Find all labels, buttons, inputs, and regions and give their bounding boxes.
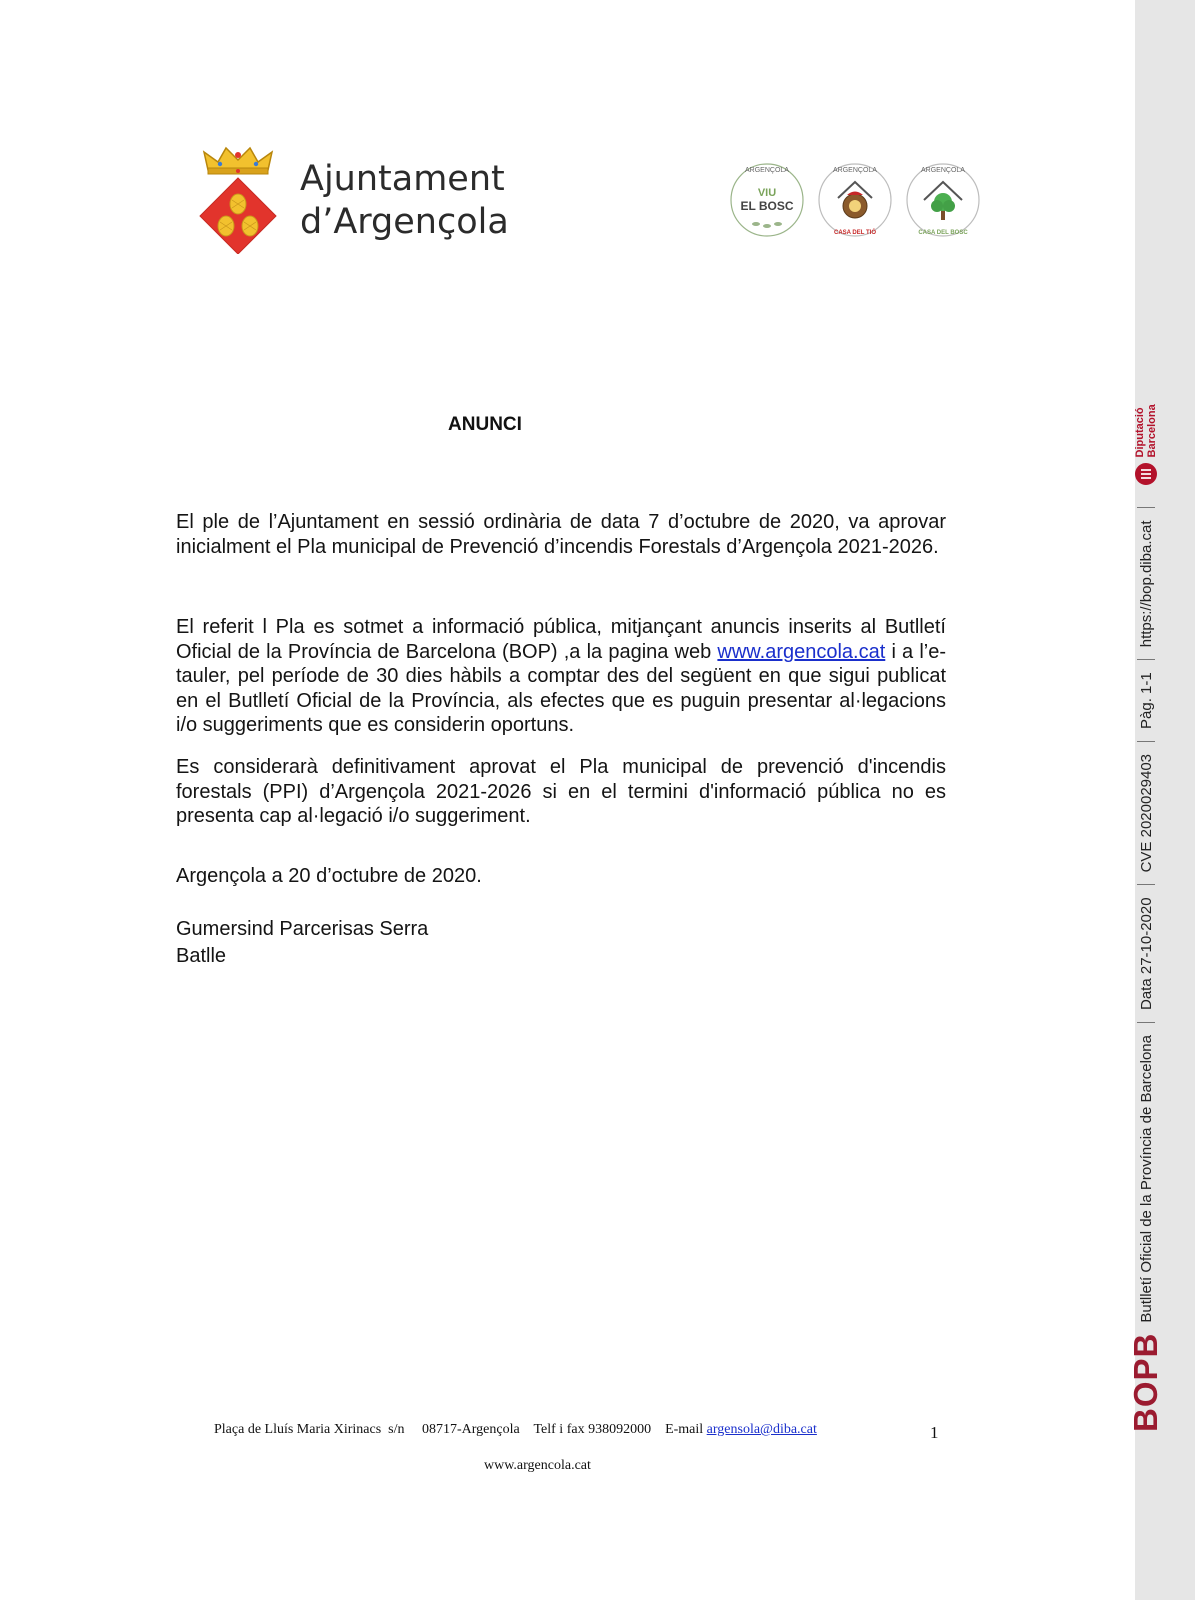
tree-house-icon [924,182,962,220]
municipal-crest-logo [196,142,280,254]
leaves-icon [752,222,782,228]
badge-main-line1: VIU [757,187,777,199]
badge-bottom-text: CASA DEL TIÓ [833,230,877,236]
signer-name: Gumersind Parcerisas Serra [176,918,429,940]
separator [1137,884,1155,885]
separator [1137,1022,1155,1023]
separator [1137,741,1155,742]
document-title: ANUNCI [448,414,522,435]
separator [1137,659,1155,660]
signature-block [176,916,946,970]
footer-address-line [214,1422,817,1438]
website-link[interactable]: www.argencola.cat [717,640,886,663]
separator [1137,507,1155,508]
organization-name-line2: d’Argençola [300,202,509,242]
crown-icon [204,148,272,174]
paragraph-definitive-approval: Es considerarà definitivament aprovat el Pla municipal de prevenció d'incendis forestals (PPI) d’Argençola 2021-2026 si en el termini d'informació pública no es presenta cap al·legació i/o suggeriment. [176,756,946,827]
diputacio-logo-icon [1135,463,1157,485]
badge-casa-del-bosc [904,158,982,242]
badge-casa-del-tio [816,158,894,242]
page-range: Pàg. 1-1 [1137,672,1155,729]
badge-top-text: ARGENÇOLA [921,167,965,174]
badge-viu-el-bosc [728,158,806,242]
bop-url[interactable]: https://bop.diba.cat [1137,520,1155,648]
tio-log-icon [838,182,872,218]
badge-main-line2: EL BOSC [740,199,794,213]
program-badges [728,158,982,242]
bopb-sidebar [1127,0,1195,1600]
paragraph-public-information [176,615,946,738]
logo-text-line2: Barcelona [1146,404,1158,458]
badge-top-text: ARGENÇOLA [745,167,789,174]
paragraph-text-after-link: i a l’e-tauler, pel període de 30 dies hàbils a comptar des del següent en que sigui publicat en el Butlletí Oficial de la Província, als efectes que es puguin presentar al·legacions i/o suggeriments que es considerin oportuns. [176,640,947,736]
publication-date: Data 27-10-2020 [1137,897,1155,1010]
publication-name: Butlletí Oficial de la Província de Barcelona [1137,1035,1155,1323]
place-and-date: Argençola a 20 d’octubre de 2020. [176,865,482,887]
footer-email-link[interactable]: argensola@diba.cat [706,1422,817,1437]
paragraph-approval: El ple de l’Ajuntament en sessió ordinària de data 7 d’octubre de 2020, va aprovar inicialment el Pla municipal de Prevenció d’incendis Forestals d’Argençola 2021-2026. [176,511,946,558]
signer-role: Batlle [176,945,227,967]
diputacio-logo [1134,404,1158,485]
paragraph-text-before-link: El referit l Pla es sotmet a informació pública, mitjançant anuncis inserits al Butlletí Oficial de la Província de Barcelona (BOP) ,a la pagina web [176,616,946,663]
organization-name-line1: Ajuntament [300,159,505,199]
footer-address: Plaça de Lluís Maria Xirinacs s/n 08717-Argençola Telf i fax 938092000 E-mail [214,1422,707,1437]
badge-bottom-text: CASA DEL BOSC [918,230,968,236]
page-number: 1 [930,1423,939,1442]
footer-website: www.argencola.cat [484,1458,591,1473]
bopb-brand: BOPB [1127,1332,1164,1432]
logo-text-line1: Diputació [1134,407,1146,458]
cve-code: CVE 2020029403 [1137,753,1155,873]
badge-top-text: ARGENÇOLA [833,167,877,174]
organization-name [300,158,509,244]
